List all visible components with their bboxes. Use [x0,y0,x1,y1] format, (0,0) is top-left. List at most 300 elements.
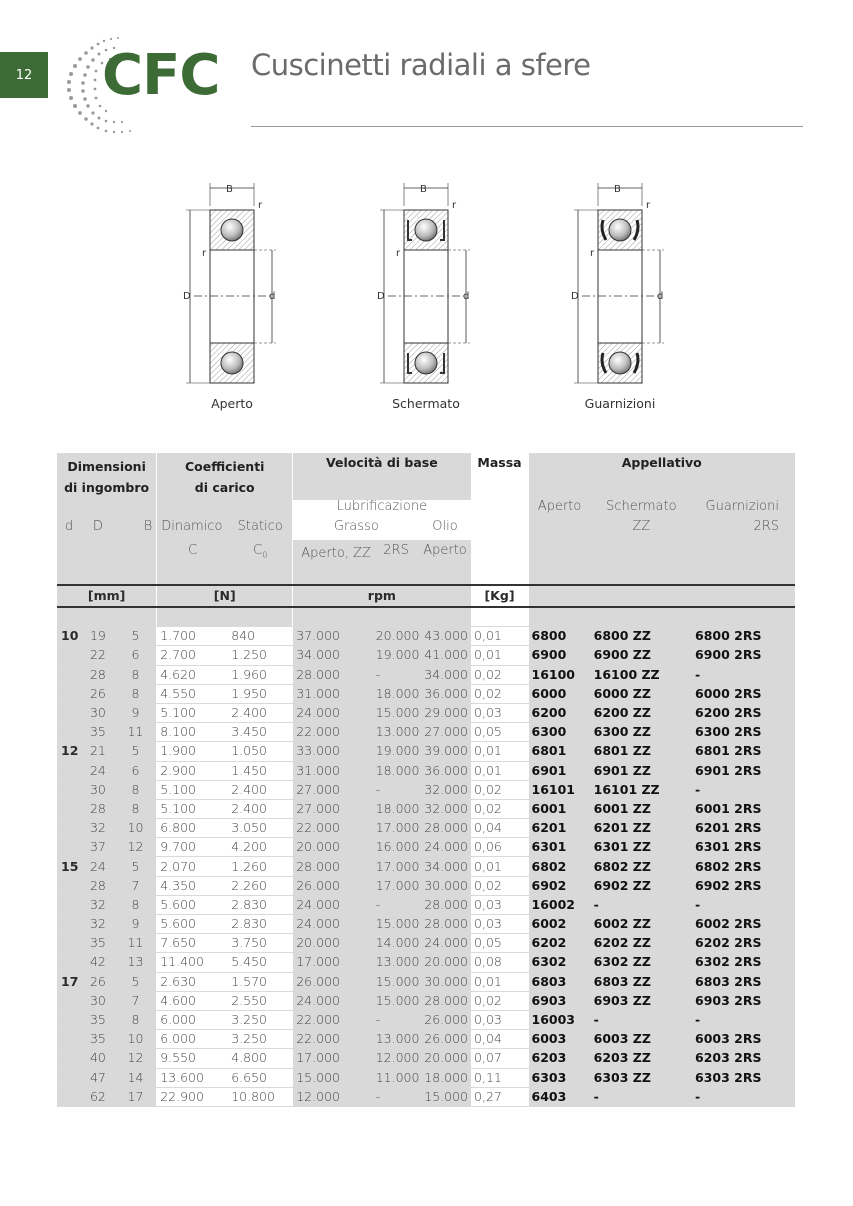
cell-d [57,819,81,838]
cell-B: 8 [115,799,157,818]
cell-B: 8 [115,684,157,703]
table-row [57,684,795,703]
cell-open: 6301 [528,838,591,857]
cell-D: 28 [81,876,115,895]
cell-D: 42 [81,953,115,972]
header-dimensions: Dimensioni di ingombro [64,459,150,495]
cell-g1: 22.000 [293,819,373,838]
cell-B: 5 [115,627,157,646]
cell-D: 24 [81,761,115,780]
cell-C0: 840 [228,627,293,646]
header-C: C [157,540,229,585]
cell-oil: 24.000 [419,934,471,953]
cell-rs: - [692,1010,795,1029]
cell-zz: - [591,895,692,914]
cell-rs: 6300 2RS [692,723,795,742]
cell-oil: 28.000 [419,895,471,914]
cell-g2: 19.000 [373,646,420,665]
cell-oil: 39.000 [419,742,471,761]
cell-mass: 0,06 [471,838,528,857]
cell-d [57,684,81,703]
cell-C0: 1.570 [228,972,293,991]
cell-rs: - [692,895,795,914]
table-row [57,1087,795,1106]
cell-zz: 6801 ZZ [591,742,692,761]
cell-d: 17 [57,972,81,991]
cell-B: 10 [115,819,157,838]
cell-g1: 24.000 [293,703,373,722]
header-des-shielded: Schermato [606,499,677,514]
cell-C: 22.900 [157,1087,229,1106]
cell-g2: 13.000 [373,723,420,742]
cell-oil: 26.000 [419,1030,471,1049]
cell-g2: - [373,1010,420,1029]
unit-mm: [mm] [57,585,157,607]
cell-g2: 17.000 [373,819,420,838]
cell-C0: 1.960 [228,665,293,684]
header-des-open: Aperto [528,500,591,520]
table-row [57,819,795,838]
svg-text:D: D [183,291,191,302]
cell-mass: 0,05 [471,934,528,953]
cell-D: 30 [81,703,115,722]
cell-B: 14 [115,1068,157,1087]
cell-C0: 5.450 [228,953,293,972]
cell-mass: 0,03 [471,703,528,722]
cell-D: 28 [81,665,115,684]
cell-open: 6900 [528,646,591,665]
cell-d [57,953,81,972]
svg-text:r: r [202,248,207,259]
cell-open: 6003 [528,1030,591,1049]
cell-oil: 34.000 [419,857,471,876]
cell-mass: 0,02 [471,799,528,818]
cell-g1: 24.000 [293,895,373,914]
table-row [57,838,795,857]
page-title: Cuscinetti radiali a sfere [251,48,591,82]
cell-C: 4.600 [157,991,229,1010]
cell-oil: 30.000 [419,876,471,895]
diagram-label-seals: Guarnizioni [584,396,656,411]
cell-open: 16003 [528,1010,591,1029]
svg-text:r: r [452,200,457,211]
cell-zz: 6800 ZZ [591,627,692,646]
cell-oil: 28.000 [419,915,471,934]
cell-g1: 17.000 [293,1049,373,1068]
cell-d: 12 [57,742,81,761]
header-d: d [64,519,74,534]
cell-mass: 0,03 [471,915,528,934]
cell-zz: 6803 ZZ [591,972,692,991]
cell-C: 5.100 [157,780,229,799]
cell-D: 62 [81,1087,115,1106]
cell-g1: 26.000 [293,972,373,991]
cell-C0: 1.250 [228,646,293,665]
table-units-row [57,585,795,607]
cell-open: 16002 [528,895,591,914]
cell-zz: 6000 ZZ [591,684,692,703]
cell-d [57,723,81,742]
cell-g1: 28.000 [293,857,373,876]
cell-C0: 3.450 [228,723,293,742]
cell-mass: 0,11 [471,1068,528,1087]
cell-mass: 0,08 [471,953,528,972]
cell-mass: 0,01 [471,742,528,761]
cell-g2: 15.000 [373,703,420,722]
svg-text:r: r [646,200,651,211]
cell-C0: 2.830 [228,915,293,934]
cell-mass: 0,02 [471,665,528,684]
cell-B: 8 [115,780,157,799]
cell-C: 1.700 [157,627,229,646]
cell-C0: 3.050 [228,819,293,838]
cell-rs: 6800 2RS [692,627,795,646]
cell-oil: 30.000 [419,972,471,991]
cell-g2: 15.000 [373,991,420,1010]
cell-mass: 0,04 [471,819,528,838]
table-row [57,934,795,953]
cell-g2: 11.000 [373,1068,420,1087]
cell-mass: 0,04 [471,1030,528,1049]
cell-C: 9.700 [157,838,229,857]
cell-oil: 18.000 [419,1068,471,1087]
cell-rs: - [692,665,795,684]
header-open: Aperto [423,543,467,558]
cell-mass: 0,01 [471,972,528,991]
cell-zz: 6001 ZZ [591,799,692,818]
cell-rs: 6802 2RS [692,857,795,876]
header-open-zz: Aperto, ZZ [293,540,373,585]
cell-g1: 31.000 [293,761,373,780]
cell-g1: 31.000 [293,684,373,703]
cell-C: 8.100 [157,723,229,742]
cell-B: 5 [115,857,157,876]
header-B: B [143,519,153,534]
cell-zz: 6302 ZZ [591,953,692,972]
table-row [57,876,795,895]
cell-g1: 15.000 [293,1068,373,1087]
cell-zz: 6301 ZZ [591,838,692,857]
table-row [57,991,795,1010]
cell-oil: 32.000 [419,799,471,818]
cell-rs: 6200 2RS [692,703,795,722]
header-des-seals-sub: 2RS [753,519,779,534]
cell-open: 6903 [528,991,591,1010]
cell-open: 6202 [528,934,591,953]
cell-oil: 28.000 [419,819,471,838]
cell-g2: 19.000 [373,742,420,761]
cell-B: 17 [115,1087,157,1106]
cell-g1: 22.000 [293,1010,373,1029]
cell-B: 9 [115,703,157,722]
cell-oil: 41.000 [419,646,471,665]
table-header-row [57,453,795,500]
cell-mass: 0,02 [471,991,528,1010]
cell-g1: 34.000 [293,646,373,665]
cell-D: 28 [81,799,115,818]
cell-g1: 17.000 [293,953,373,972]
svg-text:d: d [657,291,664,302]
svg-text:B: B [614,184,621,195]
cell-zz: 16100 ZZ [591,665,692,684]
table-row [57,627,795,646]
cell-rs: 6201 2RS [692,819,795,838]
cell-C: 4.550 [157,684,229,703]
cell-zz: 6903 ZZ [591,991,692,1010]
cell-zz: 6303 ZZ [591,1068,692,1087]
bearing-spec-table [57,453,795,1107]
cell-C: 5.600 [157,915,229,934]
cell-g2: 12.000 [373,1049,420,1068]
cell-d [57,934,81,953]
svg-text:r: r [396,248,401,259]
cell-g1: 28.000 [293,665,373,684]
cell-C: 5.100 [157,703,229,722]
cell-rs: 6900 2RS [692,646,795,665]
cell-g1: 37.000 [293,627,373,646]
cell-zz: 6202 ZZ [591,934,692,953]
cell-open: 6300 [528,723,591,742]
cell-d [57,1087,81,1106]
cell-open: 6801 [528,742,591,761]
cell-rs: 6903 2RS [692,991,795,1010]
cell-d [57,991,81,1010]
cell-C0: 3.250 [228,1010,293,1029]
cell-g2: 13.000 [373,953,420,972]
cell-mass: 0,03 [471,895,528,914]
cell-rs: 6901 2RS [692,761,795,780]
cell-C: 5.100 [157,799,229,818]
cell-mass: 0,02 [471,780,528,799]
cell-rs: - [692,1087,795,1106]
cell-g2: 13.000 [373,1030,420,1049]
cell-g2: 14.000 [373,934,420,953]
cell-C: 1.900 [157,742,229,761]
cell-g2: 18.000 [373,799,420,818]
cell-g1: 24.000 [293,991,373,1010]
header-des-seals: Guarnizioni [705,499,779,514]
svg-text:d: d [269,291,276,302]
cell-d: 15 [57,857,81,876]
cell-rs: 6000 2RS [692,684,795,703]
cell-oil: 36.000 [419,684,471,703]
cell-open: 6203 [528,1049,591,1068]
cell-C0: 2.400 [228,780,293,799]
table-row [57,799,795,818]
cell-open: 6901 [528,761,591,780]
cell-D: 22 [81,646,115,665]
table-spacer-row [57,607,795,627]
cell-mass: 0,27 [471,1087,528,1106]
table-header-row [57,520,795,540]
table-row [57,665,795,684]
header-oil: Olio [419,520,471,540]
cell-zz: 6201 ZZ [591,819,692,838]
cell-C0: 2.830 [228,895,293,914]
cell-open: 16100 [528,665,591,684]
cell-C: 2.700 [157,646,229,665]
cell-C: 9.550 [157,1049,229,1068]
table-row [57,1049,795,1068]
cell-zz: 6901 ZZ [591,761,692,780]
cell-D: 30 [81,780,115,799]
cell-zz: 6203 ZZ [591,1049,692,1068]
cell-d [57,915,81,934]
bearing-diagrams [180,178,680,418]
cell-B: 13 [115,953,157,972]
cell-B: 8 [115,665,157,684]
header-D: D [92,519,103,534]
cell-d [57,1030,81,1049]
unit-kg: [Kg] [471,585,528,607]
header-static: Statico [237,519,283,534]
cell-d [57,1049,81,1068]
cell-rs: 6801 2RS [692,742,795,761]
cell-d [57,665,81,684]
cell-rs: 6002 2RS [692,915,795,934]
cell-C: 2.070 [157,857,229,876]
cell-zz: 6802 ZZ [591,857,692,876]
cell-mass: 0,02 [471,876,528,895]
cell-mass: 0,01 [471,857,528,876]
cell-mass: 0,02 [471,684,528,703]
cell-oil: 28.000 [419,991,471,1010]
cell-zz: 6900 ZZ [591,646,692,665]
cell-C: 5.600 [157,895,229,914]
header-dynamic: Dinamico [157,520,229,540]
cell-C: 6.000 [157,1030,229,1049]
cell-oil: 27.000 [419,723,471,742]
cell-zz: 6902 ZZ [591,876,692,895]
cell-D: 35 [81,934,115,953]
cell-g2: 17.000 [373,857,420,876]
cell-zz: 6003 ZZ [591,1030,692,1049]
cell-C0: 1.450 [228,761,293,780]
cell-C: 2.630 [157,972,229,991]
cell-D: 35 [81,723,115,742]
svg-text:r: r [590,248,595,259]
header-des-shielded-sub: ZZ [632,519,651,534]
table-row [57,703,795,722]
cell-g1: 20.000 [293,838,373,857]
cell-open: 6403 [528,1087,591,1106]
cell-open: 6000 [528,684,591,703]
header-grease: Grasso [293,520,420,540]
cell-mass: 0,03 [471,1010,528,1029]
cell-rs: 6301 2RS [692,838,795,857]
cell-C0: 2.260 [228,876,293,895]
cell-zz: 6200 ZZ [591,703,692,722]
cell-C0: 1.050 [228,742,293,761]
cell-mass: 0,05 [471,723,528,742]
cell-rs: 6203 2RS [692,1049,795,1068]
table-row [57,895,795,914]
table-row [57,1010,795,1029]
cell-g1: 22.000 [293,1030,373,1049]
cell-C0: 4.200 [228,838,293,857]
table-row [57,646,795,665]
cell-C: 11.400 [157,953,229,972]
cell-C: 4.620 [157,665,229,684]
cell-open: 6201 [528,819,591,838]
cell-g2: - [373,780,420,799]
cell-oil: 15.000 [419,1087,471,1106]
cell-g2: - [373,895,420,914]
cell-C0: 4.800 [228,1049,293,1068]
cell-C: 4.350 [157,876,229,895]
cell-mass: 0,01 [471,627,528,646]
cell-g1: 27.000 [293,780,373,799]
cell-d: 10 [57,627,81,646]
cell-d [57,895,81,914]
cell-g2: 15.000 [373,915,420,934]
cell-C: 13.600 [157,1068,229,1087]
cell-D: 32 [81,915,115,934]
cell-C: 2.900 [157,761,229,780]
cell-g1: 24.000 [293,915,373,934]
cell-B: 11 [115,723,157,742]
cell-open: 6200 [528,703,591,722]
cell-mass: 0,01 [471,761,528,780]
cell-B: 8 [115,1010,157,1029]
cell-rs: 6001 2RS [692,799,795,818]
header-speed: Velocità di base [293,453,471,500]
cell-C0: 1.950 [228,684,293,703]
table-row [57,780,795,799]
cell-D: 26 [81,684,115,703]
cell-g2: - [373,665,420,684]
cell-d [57,646,81,665]
cell-zz: - [591,1087,692,1106]
cell-D: 32 [81,819,115,838]
svg-text:r: r [258,200,263,211]
cell-zz: 6002 ZZ [591,915,692,934]
cell-D: 26 [81,972,115,991]
unit-rpm: rpm [293,585,471,607]
cell-B: 5 [115,972,157,991]
svg-text:D: D [377,291,385,302]
cell-oil: 24.000 [419,838,471,857]
cell-D: 19 [81,627,115,646]
header-2rs: 2RS [383,543,409,558]
title-rule [251,126,803,127]
cell-d [57,1010,81,1029]
cell-B: 8 [115,895,157,914]
cell-D: 30 [81,991,115,1010]
cell-C0: 2.400 [228,703,293,722]
cell-D: 47 [81,1068,115,1087]
table-row [57,953,795,972]
cell-rs: 6202 2RS [692,934,795,953]
svg-text:B: B [420,184,427,195]
cell-B: 9 [115,915,157,934]
cell-B: 12 [115,838,157,857]
cell-C0: 6.650 [228,1068,293,1087]
svg-text:d: d [463,291,470,302]
header-lubrication: Lubrificazione [293,500,471,520]
cell-d [57,780,81,799]
cell-rs: 6902 2RS [692,876,795,895]
cell-g2: 18.000 [373,761,420,780]
cell-B: 11 [115,934,157,953]
cell-D: 32 [81,895,115,914]
cell-g2: 17.000 [373,876,420,895]
cell-rs: 6303 2RS [692,1068,795,1087]
cell-g1: 33.000 [293,742,373,761]
cell-D: 35 [81,1010,115,1029]
cell-open: 6002 [528,915,591,934]
cell-C0: 10.800 [228,1087,293,1106]
